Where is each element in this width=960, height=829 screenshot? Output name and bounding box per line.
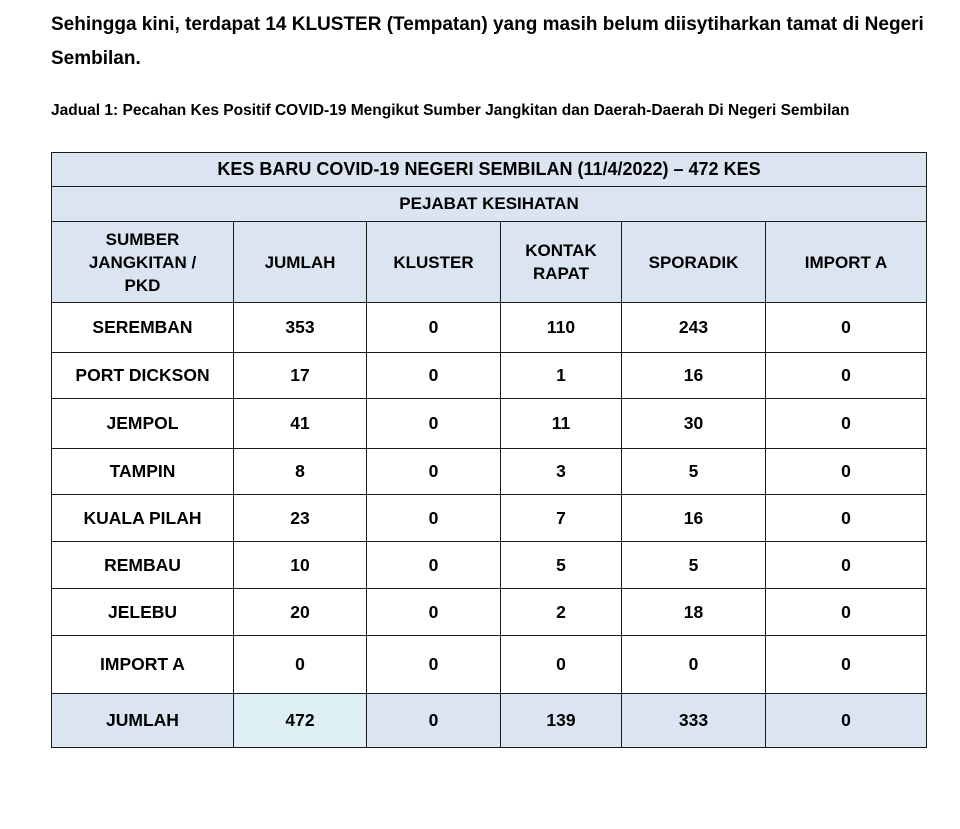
- column-header-total: JUMLAH: [234, 222, 367, 303]
- cell-close-contact: 3: [501, 449, 622, 495]
- column-header-close-contact: KONTAK RAPAT: [501, 222, 622, 303]
- total-cases: 472: [234, 694, 367, 748]
- total-label: JUMLAH: [52, 694, 234, 748]
- column-header-import: IMPORT A: [766, 222, 927, 303]
- cell-cluster: 0: [367, 495, 501, 542]
- cell-cluster: 0: [367, 303, 501, 353]
- table-caption: Jadual 1: Pecahan Kes Positif COVID-19 Mengikut Sumber Jangkitan dan Daerah-Daerah Di Negeri Sembilan: [51, 102, 850, 119]
- cell-sporadic: 0: [622, 636, 766, 694]
- total-sporadic: 333: [622, 694, 766, 748]
- cell-total: 23: [234, 495, 367, 542]
- cell-sporadic: 5: [622, 542, 766, 589]
- intro-paragraph: Sehingga kini, terdapat 14 KLUSTER (Tempatan) yang masih belum diisytiharkan tamat di Negeri Sembilan.: [51, 14, 924, 69]
- cell-import: 0: [766, 303, 927, 353]
- cell-cluster: 0: [367, 636, 501, 694]
- cell-total: 353: [234, 303, 367, 353]
- table-row: [52, 542, 927, 589]
- cell-import: 0: [766, 636, 927, 694]
- office-label: PEJABAT KESIHATAN: [52, 187, 927, 222]
- column-header-sporadic: SPORADIK: [622, 222, 766, 303]
- table-total-row: [52, 694, 927, 748]
- cell-close-contact: 2: [501, 589, 622, 636]
- cell-import: 0: [766, 399, 927, 449]
- column-header-source: SUMBER JANGKITAN / PKD: [52, 222, 234, 303]
- cell-close-contact: 7: [501, 495, 622, 542]
- district-name: TAMPIN: [52, 449, 234, 495]
- cell-close-contact: 11: [501, 399, 622, 449]
- district-name: JELEBU: [52, 589, 234, 636]
- cell-sporadic: 30: [622, 399, 766, 449]
- table-row: [52, 589, 927, 636]
- cell-import: 0: [766, 589, 927, 636]
- table-title: KES BARU COVID-19 NEGERI SEMBILAN (11/4/2022) – 472 KES: [52, 153, 927, 187]
- cell-cluster: 0: [367, 353, 501, 399]
- cell-close-contact: 1: [501, 353, 622, 399]
- cell-import: 0: [766, 449, 927, 495]
- district-name: KUALA PILAH: [52, 495, 234, 542]
- district-name: SEREMBAN: [52, 303, 234, 353]
- cell-total: 41: [234, 399, 367, 449]
- cell-cluster: 0: [367, 589, 501, 636]
- cell-sporadic: 243: [622, 303, 766, 353]
- table-row: [52, 636, 927, 694]
- table-row: [52, 399, 927, 449]
- column-header-cluster: KLUSTER: [367, 222, 501, 303]
- cell-sporadic: 5: [622, 449, 766, 495]
- column-header-row: [52, 222, 927, 303]
- table-row: [52, 353, 927, 399]
- cell-cluster: 0: [367, 449, 501, 495]
- cell-import: 0: [766, 542, 927, 589]
- cell-total: 20: [234, 589, 367, 636]
- total-close-contact: 139: [501, 694, 622, 748]
- district-name: JEMPOL: [52, 399, 234, 449]
- cell-total: 0: [234, 636, 367, 694]
- table-row: [52, 449, 927, 495]
- cases-table: [51, 152, 927, 748]
- cell-total: 8: [234, 449, 367, 495]
- table-office-row: [52, 187, 927, 222]
- district-name: PORT DICKSON: [52, 353, 234, 399]
- cell-sporadic: 16: [622, 353, 766, 399]
- cell-close-contact: 5: [501, 542, 622, 589]
- cell-cluster: 0: [367, 542, 501, 589]
- cell-cluster: 0: [367, 399, 501, 449]
- cell-import: 0: [766, 495, 927, 542]
- total-import: 0: [766, 694, 927, 748]
- district-name: IMPORT A: [52, 636, 234, 694]
- cell-sporadic: 16: [622, 495, 766, 542]
- total-cluster: 0: [367, 694, 501, 748]
- cell-import: 0: [766, 353, 927, 399]
- cell-close-contact: 110: [501, 303, 622, 353]
- cell-close-contact: 0: [501, 636, 622, 694]
- table-row: [52, 495, 927, 542]
- cell-total: 10: [234, 542, 367, 589]
- district-name: REMBAU: [52, 542, 234, 589]
- cell-sporadic: 18: [622, 589, 766, 636]
- cell-total: 17: [234, 353, 367, 399]
- table-title-row: [52, 153, 927, 187]
- table-row: [52, 303, 927, 353]
